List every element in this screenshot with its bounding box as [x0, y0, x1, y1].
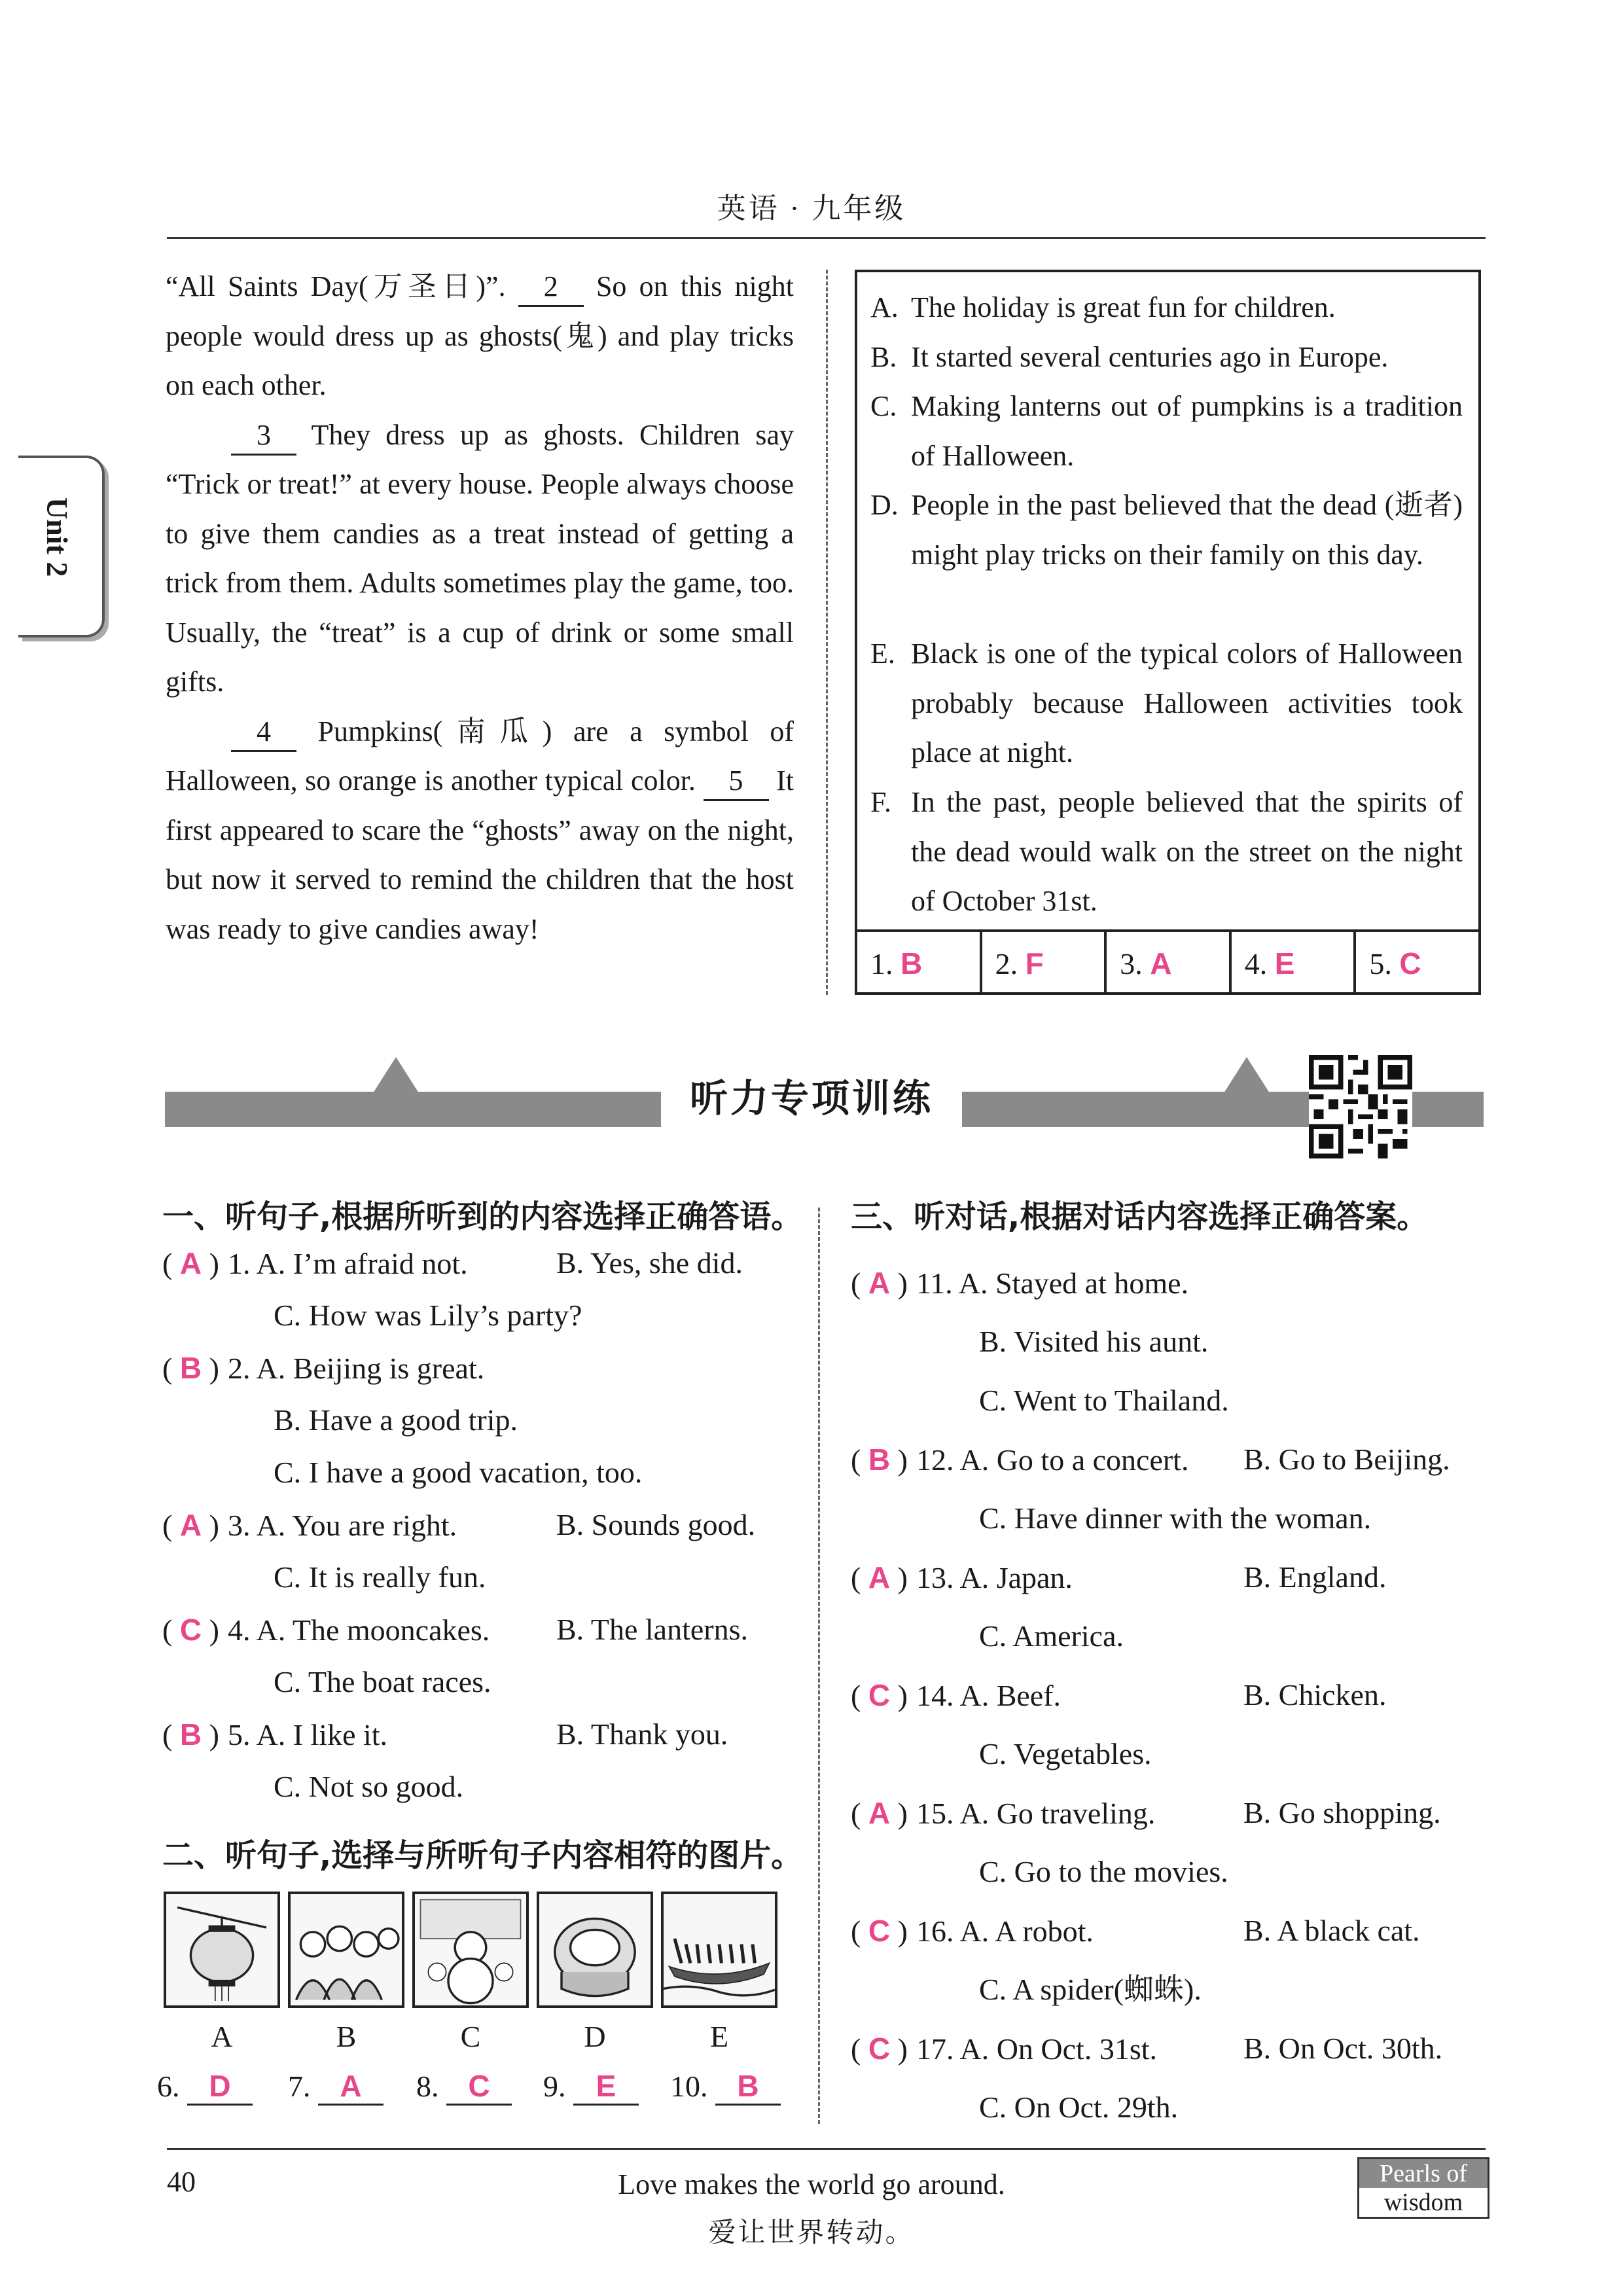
- question-15: ( A ) 15. A. Go traveling.: [851, 1796, 1156, 1830]
- question-11: ( A ) 11. A. Stayed at home.: [851, 1266, 1189, 1300]
- question-3: ( A ) 3. A. You are right.: [162, 1508, 457, 1542]
- blank-4: 4: [231, 713, 296, 752]
- motto-english: Love makes the world go around.: [618, 2168, 1005, 2200]
- q2-option-c: C. I have a good vacation, too.: [274, 1456, 643, 1489]
- fill-9: 9. E: [543, 2068, 639, 2106]
- header-rule: [167, 237, 1486, 239]
- footer-rule: [167, 2148, 1486, 2150]
- q2-option-b: B. Have a good trip.: [274, 1403, 518, 1437]
- option-f: F. In the past, people believed that the spirits of the dead would walk on the street on the night of October 31st.: [870, 786, 1463, 917]
- q4-option-c: C. The boat races.: [274, 1665, 491, 1698]
- crowd-picture: [288, 1892, 404, 2008]
- picture-label: B: [336, 2020, 357, 2053]
- q17-option-c: C. On Oct. 29th.: [979, 2090, 1179, 2124]
- option-c: C. Making lanterns out of pumpkins is a tradition of Halloween.: [870, 390, 1463, 472]
- q16-option-c: C. A spider(蜘蛛).: [979, 1973, 1202, 2006]
- snowman-picture: [412, 1892, 529, 2008]
- question-12: ( B ) 12. A. Go to a concert.: [851, 1443, 1189, 1477]
- q1-option-b: B. Yes, she did.: [556, 1246, 743, 1280]
- picture-label: C: [460, 2020, 481, 2053]
- column-divider-bottom: [818, 1208, 820, 2124]
- blank-5: 5: [704, 762, 769, 801]
- section-3-title: 三、听对话,根据对话内容选择正确答案。: [851, 1198, 1429, 1235]
- section-2-title: 二、听句子,选择与所听句子内容相符的图片。: [162, 1837, 803, 1874]
- passage-paragraph-3: 4 Pumpkins(南瓜) are a symbol of Halloween, so orange is another typical color. 5 It first appeared to scare the “ghosts” away on the night, but now it served to remind the children that the host was ready to give candies away!: [166, 707, 794, 954]
- question-13: ( A ) 13. A. Japan.: [851, 1560, 1073, 1594]
- option-d: D. People in the past believed that the dead (逝者) might play tricks on their family on this day.: [870, 489, 1463, 571]
- q14-option-b: B. Chicken.: [1243, 1678, 1387, 1712]
- answer-cell: 1. B: [857, 932, 982, 995]
- fill-10: 10. B: [670, 2068, 781, 2106]
- q15-option-c: C. Go to the movies.: [979, 1855, 1228, 1888]
- page-header-title: 英语 · 九年级: [717, 192, 906, 224]
- q1-option-c: C. How was Lily’s party?: [274, 1299, 582, 1332]
- q3-option-b: B. Sounds good.: [556, 1508, 756, 1541]
- q11-option-c: C. Went to Thailand.: [979, 1384, 1229, 1417]
- fill-7: 7. A: [288, 2068, 383, 2106]
- options-box: [855, 270, 1481, 995]
- page-number: 40: [167, 2166, 196, 2198]
- question-4: ( C ) 4. A. The mooncakes.: [162, 1613, 490, 1647]
- option-e: E. Black is one of the typical colors of Halloween probably because Halloween activities took place at night.: [870, 637, 1463, 768]
- unit-tab: [18, 456, 105, 637]
- question-16: ( C ) 16. A. A robot.: [851, 1914, 1094, 1948]
- question-1: ( A ) 1. A. I’m afraid not.: [162, 1246, 468, 1280]
- unit-tab-label: Unit 2: [41, 497, 74, 577]
- answer-cell: 5. C: [1369, 946, 1421, 980]
- option-b: B. It started several centuries ago in Europe.: [870, 341, 1389, 373]
- q14-option-c: C. Vegetables.: [979, 1737, 1152, 1770]
- blank-2: 2: [518, 268, 584, 307]
- band-triangle-right: [1224, 1057, 1270, 1093]
- q16-option-b: B. A black cat.: [1243, 1914, 1420, 1947]
- q12-option-b: B. Go to Beijing.: [1243, 1443, 1450, 1476]
- q17-option-b: B. On Oct. 30th.: [1243, 2032, 1443, 2065]
- answer-row: [857, 929, 1478, 995]
- listening-title: 听力专项训练: [661, 1066, 962, 1131]
- blank-3: 3: [231, 417, 296, 456]
- q5-option-b: B. Thank you.: [556, 1717, 728, 1751]
- q12-option-c: C. Have dinner with the woman.: [979, 1501, 1372, 1535]
- question-5: ( B ) 5. A. I like it.: [162, 1717, 388, 1751]
- reading-passage: [166, 262, 794, 954]
- answer-cell: 4. E: [1232, 932, 1357, 995]
- question-17: ( C ) 17. A. On Oct. 31st.: [851, 2032, 1158, 2066]
- answer-cell: 3. A: [1107, 932, 1232, 995]
- fill-8: 8. C: [416, 2068, 512, 2106]
- answer-cell: 2. F: [982, 932, 1107, 995]
- column-divider-top: [826, 270, 828, 995]
- motto-chinese: 爱让世界转动。: [708, 2216, 915, 2248]
- lantern-picture: [164, 1892, 280, 2008]
- dragon-boat-picture: [661, 1892, 777, 2008]
- q13-option-c: C. America.: [979, 1619, 1124, 1653]
- picture-label: E: [709, 2020, 729, 2053]
- pearls-of-wisdom-badge: Pearls of wisdom: [1357, 2157, 1489, 2219]
- qr-code-icon[interactable]: [1309, 1055, 1412, 1158]
- q15-option-b: B. Go shopping.: [1243, 1796, 1441, 1829]
- option-a: A. The holiday is great fun for children.: [870, 291, 1336, 323]
- mooncake-picture: [537, 1892, 653, 2008]
- q13-option-b: B. England.: [1243, 1560, 1387, 1594]
- q11-option-b: B. Visited his aunt.: [979, 1325, 1209, 1358]
- q5-option-c: C. Not so good.: [274, 1770, 464, 1803]
- question-14: ( C ) 14. A. Beef.: [851, 1678, 1061, 1712]
- passage-paragraph-2: 3 They dress up as ghosts. Children say “Trick or treat!” at every house. People always choose to give them candies as a treat instead of getting a trick from them. Adults sometimes play the game, too. Usually, the “treat” is a cup of drink or some small gifts.: [166, 410, 794, 707]
- question-2: ( B ) 2. A. Beijing is great.: [162, 1351, 485, 1385]
- band-triangle-left: [373, 1057, 419, 1093]
- picture-label: A: [211, 2020, 233, 2053]
- section-1-title: 一、听句子,根据所听到的内容选择正确答语。: [162, 1198, 803, 1235]
- passage-paragraph-1: “All Saints Day(万圣日)”. 2 So on this night people would dress up as ghosts(鬼) and play tricks on each other.: [166, 262, 794, 410]
- q3-option-c: C. It is really fun.: [274, 1560, 486, 1594]
- fill-6: 6. D: [157, 2068, 253, 2106]
- q4-option-b: B. The lanterns.: [556, 1613, 748, 1646]
- picture-label: D: [584, 2020, 606, 2053]
